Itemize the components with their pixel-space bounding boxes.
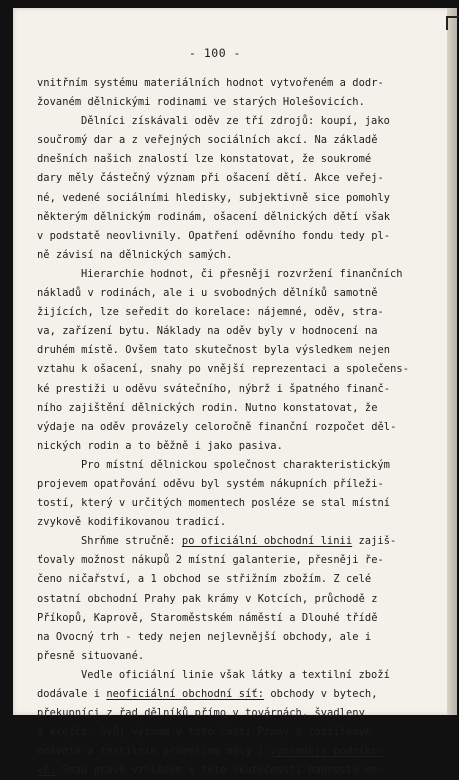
text-line: zvykově kodifikovanou tradicí. [37,516,227,529]
text-line: ně závisí na dělnických samých. [37,248,233,261]
text-line: né, vedené sociálními hledisky, subjektivně sice pomohly [37,191,391,204]
text-line: ostatní obchodní Prahy pak krámy v Kotcích, průchodě z [37,592,378,605]
text-line: oděvním a textilním průmyslem měly i výprodeje podniko- [37,745,384,758]
text-line: ké prestiži u oděvu svátečního, nýbrž i špatného finanč- [37,382,391,395]
text-line: nických rodin a to běžně i jako pasiva. [37,439,283,452]
text-line: žijících, lze seředit do korelace: nájemné, oděv, stra- [37,306,384,319]
text-line: ťovaly možnost nákupů 2 místní galanterie, přesněji ře- [37,554,384,567]
text-line: druhém místě. Ovšem tato skutečnost byla výsledkem nejen [37,344,391,357]
text-line: překupníci z řad dělníků přímo v továrnách, švadleny [37,707,365,720]
text-line: v podstatě neovlivnily. Opatření oděvního fondu tedy pl- [37,229,391,242]
text-line: Dělníci získávali oděv ze tří zdrojů: koupí, jako [81,115,390,128]
text-line: va, zařízení bytu. Náklady na oděv byly v hodnocení na [37,325,378,338]
underlined-phrase: po oficiální obchodní linii [181,535,353,548]
text-line: přesně situované. [37,649,145,662]
text-line: dary měly částečný význam při ošacení dětí. Akce veřej- [37,172,384,185]
text-line: Pro místní dělnickou společnost charakteristickým [81,458,390,471]
document-page [13,8,457,777]
text-line: projevem opatřování oděvu byl systém nákupních příleži- [37,477,384,490]
text-line: Shrňme stručně: po oficiální obchodní linii zajiš- [81,535,397,548]
text-line: dnešních našich znalostí lze konstatovat, že soukromé [37,153,372,166]
text-line: Příkopů, Kaprově, Staroměstském náměstí a Dlouhé třídě [37,611,378,624]
text-line: dodávale i neoficiální obchodní síť: obchody v bytech, [37,688,378,700]
text-line: Hierarchie hodnot, či přesněji rozvržení finančních [81,267,403,280]
text-line: na Ovocný trh - tedy nejen nejlevnější obchody, ale i [37,630,372,643]
text-line: čeno ničařství, a 1 obchod se střižním zbožím. Z celé [37,573,372,586]
body-text [37,74,437,780]
text-line: tostí, který v určitých momentech posléze se stal místní [37,497,391,510]
text-line: některým dělnickým rodinám, ošacení dělnických dětí však [37,210,391,223]
binder-edge [447,8,457,715]
text-line: ního zajištění dělnických rodin. Nutno konstatovat, že [37,401,378,414]
corner-mark [446,16,459,30]
text-line: žovaném dělnickými rodinami ve starých Holešovicích. [37,96,365,109]
page-number: - 100 - [189,46,241,60]
text-line: nákladů v rodinách, ale i u svobodných dělníků samotně [37,287,378,300]
text-line: součromý dar a z veřejných sociálních akcí. Na základě [37,134,378,147]
underlined-phrase: vé. [37,764,56,777]
text-line: a krejčí. Svůj význam v této části Prahy s rozšířeným [37,726,372,739]
text-line: vé. Snad právě vzhledem k této skutečnosti naprosto ne- [37,764,384,777]
text-line: vztahu k ošacení, snahy po vnější reprezentaci a společens- [37,363,410,376]
underlined-phrase: neoficiální obchodní síť: [106,688,265,700]
text-line: výdaje na oděv provázely celoročně finanční rozpočet děl- [37,420,397,433]
underlined-phrase: výprodeje podniko- [270,745,384,758]
text-line: Vedle oficiální linie však látky a textilní zboží [81,668,390,681]
text-line: vnitřním systému materiálních hodnot vytvořeném a dodr- [37,77,384,89]
